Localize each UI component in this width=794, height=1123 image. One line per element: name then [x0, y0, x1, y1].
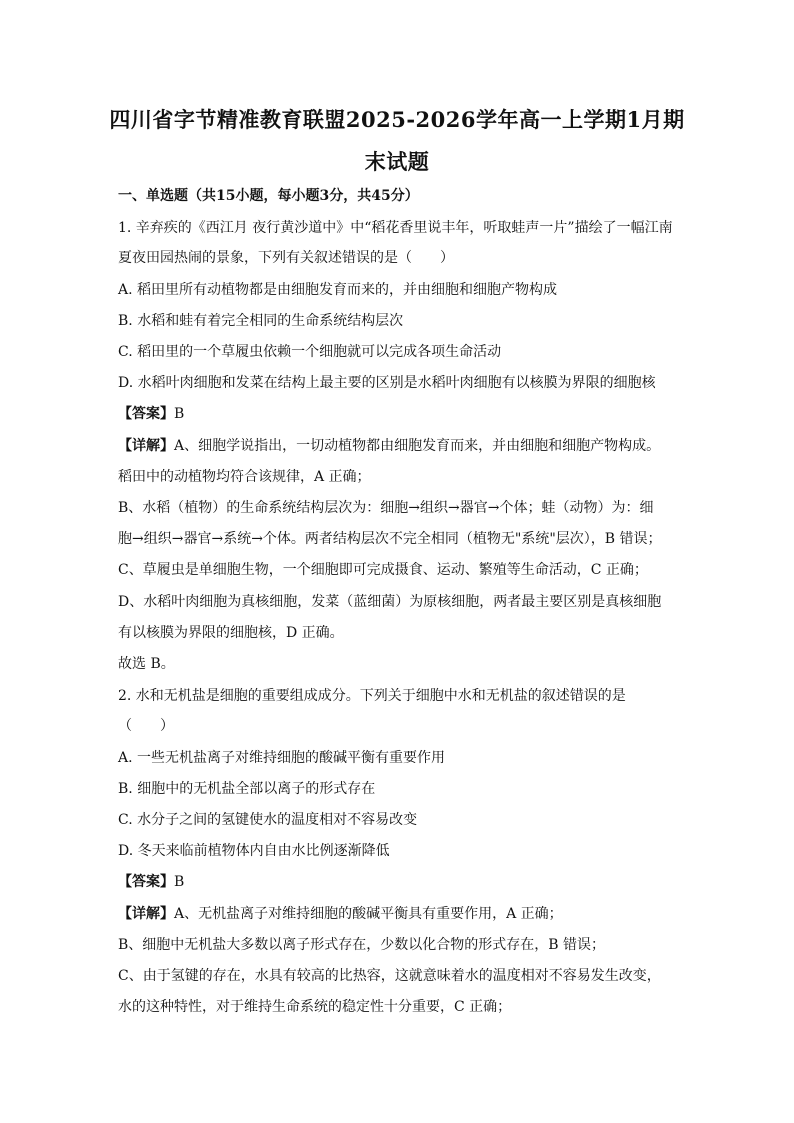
- question-1-stem-line1: 1. 辛弃疾的《西江月 夜行黄沙道中》中“稻花香里说丰年，听取蛙声一片”描绘了一幅江南: [118, 220, 673, 236]
- question-1-answer: [118, 404, 184, 424]
- question-2-detail-line3: C、由于氢键的存在，水具有较高的比热容，这就意味着水的温度相对不容易发生改变，: [118, 968, 661, 984]
- question-2-detail-line4: 水的这种特性，对于维持生命系统的稳定性十分重要，C 正确；: [118, 999, 512, 1015]
- answer-value: B: [174, 406, 185, 422]
- answer-label: 【答案】: [118, 874, 174, 890]
- question-2-option-d: D. 冬天来临前植物体内自由水比例逐渐降低: [118, 843, 390, 859]
- question-1-detail-line1: [118, 436, 660, 456]
- question-1-option-d: D. 水稻叶肉细胞和发菜在结构上最主要的区别是水稻叶肉细胞有以核膜为界限的细胞核: [118, 375, 656, 391]
- question-2-stem-line2: （ ）: [118, 718, 174, 734]
- question-1-conclusion: 故选 B。: [118, 656, 175, 672]
- question-1-detail-line2: 稻田中的动植物均符合该规律，A 正确；: [118, 469, 371, 485]
- question-2-detail-line2: B、细胞中无机盐大多数以离子形式存在，少数以化合物的形式存在，B 错误；: [118, 937, 606, 953]
- detail-label: 【详解】: [118, 438, 174, 454]
- exam-title-line2: 末试题: [364, 149, 430, 174]
- question-1-detail-line6: D、水稻叶肉细胞为真核细胞，发菜（蓝细菌）为原核细胞，两者最主要区别是真核细胞: [118, 594, 662, 610]
- question-1-stem-line2: 夏夜田园热闹的景象，下列有关叙述错误的是（ ）: [118, 250, 454, 266]
- question-2-option-a: A. 一些无机盐离子对维持细胞的酸碱平衡有重要作用: [118, 750, 446, 766]
- question-2-answer: [118, 872, 184, 892]
- detail-text: A、无机盐离子对维持细胞的酸碱平衡具有重要作用，A 正确；: [174, 906, 563, 922]
- detail-label: 【详解】: [118, 906, 174, 922]
- question-2-stem-line1: 2. 水和无机盐是细胞的重要组成成分。下列关于细胞中水和无机盐的叙述错误的是: [118, 688, 626, 704]
- answer-label: 【答案】: [118, 406, 174, 422]
- question-1-option-a: A. 稻田里所有动植物都是由细胞发育而来的，并由细胞和细胞产物构成: [118, 282, 558, 298]
- question-1-detail-line4: 胞→组织→器官→系统→个体。两者结构层次不完全相同（植物无"系统"层次），B 错误；: [118, 531, 662, 547]
- question-1-detail-line3: B、水稻（植物）的生命系统结构层次为：细胞→组织→器官→个体；蛙（动物）为：细: [118, 500, 654, 516]
- question-1-option-b: B. 水稻和蛙有着完全相同的生命系统结构层次: [118, 313, 404, 329]
- answer-value: B: [174, 874, 185, 890]
- question-2-detail-line1: [118, 904, 563, 924]
- question-2-option-b: B. 细胞中的无机盐全部以离子的形式存在: [118, 781, 376, 797]
- question-1-detail-line5: C、草履虫是单细胞生物，一个细胞即可完成摄食、运动、繁殖等生命活动，C 正确；: [118, 562, 648, 578]
- exam-title-line1: 四川省字节精准教育联盟2025-2026学年高一上学期1月期: [109, 107, 685, 132]
- question-1-option-c: C. 稻田里的一个草履虫依赖一个细胞就可以完成各项生命活动: [118, 344, 502, 360]
- section-heading-single-choice: 一、单选题（共15小题，每小题3分，共45分）: [118, 188, 419, 204]
- question-1-detail-line7: 有以核膜为界限的细胞核，D 正确。: [118, 625, 344, 641]
- question-2-option-c: C. 水分子之间的氢键使水的温度相对不容易改变: [118, 812, 418, 828]
- detail-text: A、细胞学说指出，一切动植物都由细胞发育而来，并由细胞和细胞产物构成。: [174, 438, 661, 454]
